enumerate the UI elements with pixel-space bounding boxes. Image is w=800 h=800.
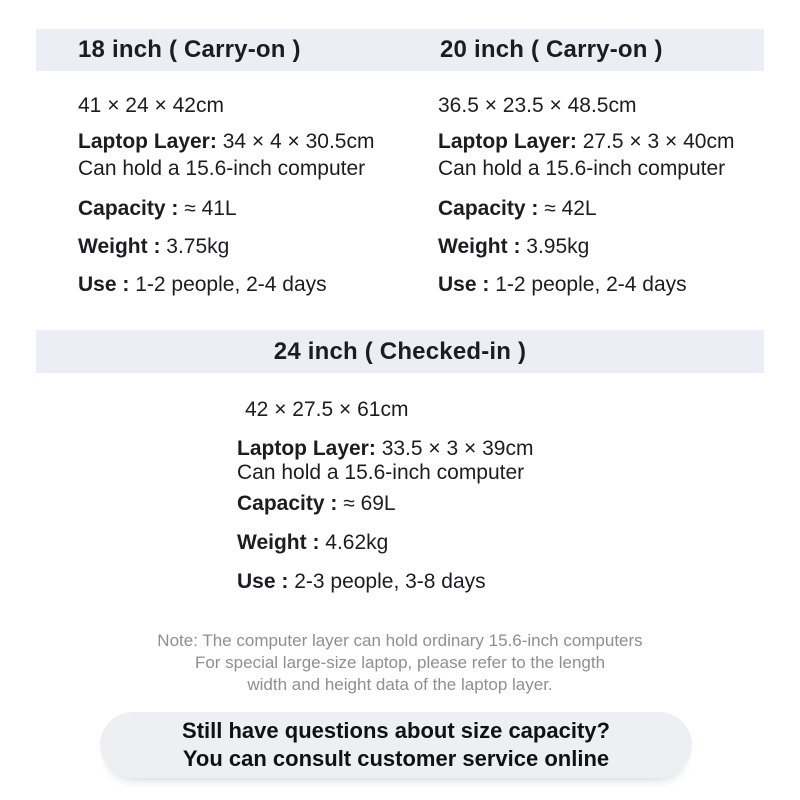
footnote-line-2: For special large-size laptop, please refer to the length <box>194 653 606 672</box>
laptop-layer-text <box>438 130 734 154</box>
dimensions-text: 36.5 × 23.5 × 48.5cm <box>438 94 637 117</box>
weight-value: 3.95kg <box>526 235 590 258</box>
weight-text <box>78 235 229 259</box>
laptop-layer-value: 27.5 × 3 × 40cm <box>582 130 735 153</box>
cta-line-1: Still have questions about size capacity? <box>182 717 610 743</box>
capacity-label: Capacity : <box>237 492 338 515</box>
weight-value: 4.62kg <box>325 531 389 554</box>
laptop-layer-text <box>78 130 374 154</box>
carry-on-header-bar <box>36 29 764 71</box>
weight-label: Weight : <box>438 235 521 258</box>
use-label: Use : <box>438 273 490 296</box>
laptop-note-text: Can hold a 15.6-inch computer <box>78 157 366 180</box>
dimensions-text: 42 × 27.5 × 61cm <box>245 398 409 421</box>
laptop-note-text: Can hold a 15.6-inch computer <box>438 157 726 180</box>
section-title-24-inch: 24 inch ( Checked-in ) <box>273 338 527 365</box>
weight-text <box>438 235 589 259</box>
laptop-layer-value: 33.5 × 3 × 39cm <box>381 437 534 460</box>
section-title-18-inch: 18 inch ( Carry-on ) <box>78 36 301 63</box>
weight-value: 3.75kg <box>166 235 230 258</box>
capacity-text <box>237 492 396 516</box>
dimensions-text: 41 × 24 × 42cm <box>78 94 224 117</box>
laptop-note-text: Can hold a 15.6-inch computer <box>237 461 525 484</box>
section-title-20-inch: 20 inch ( Carry-on ) <box>440 36 663 63</box>
footnote-line-1: Note: The computer layer can hold ordinary 15.6-inch computers <box>157 631 643 650</box>
capacity-text <box>438 197 597 221</box>
footnote-line-3: width and height data of the laptop layer. <box>247 675 553 694</box>
capacity-value: ≈ 41L <box>184 197 237 220</box>
laptop-layer-label: Laptop Layer: <box>438 130 577 153</box>
laptop-layer-label: Laptop Layer: <box>78 130 217 153</box>
use-label: Use : <box>237 570 289 593</box>
checked-in-header-bar <box>36 330 764 373</box>
consult-customer-service-button[interactable] <box>100 712 692 778</box>
capacity-label: Capacity : <box>78 197 179 220</box>
footnote <box>0 630 800 696</box>
weight-label: Weight : <box>78 235 161 258</box>
use-label: Use : <box>78 273 130 296</box>
weight-text <box>237 531 388 555</box>
use-text <box>237 570 486 594</box>
cta-line-2: You can consult customer service online <box>182 745 610 771</box>
laptop-layer-label: Laptop Layer: <box>237 437 376 460</box>
use-value: 1-2 people, 2-4 days <box>135 273 327 296</box>
use-text <box>438 273 687 297</box>
laptop-layer-value: 34 × 4 × 30.5cm <box>222 130 375 153</box>
use-value: 1-2 people, 2-4 days <box>495 273 687 296</box>
use-value: 2-3 people, 3-8 days <box>294 570 486 593</box>
capacity-label: Capacity : <box>438 197 539 220</box>
use-text <box>78 273 327 297</box>
weight-label: Weight : <box>237 531 320 554</box>
capacity-value: ≈ 69L <box>343 492 396 515</box>
capacity-text <box>78 197 237 221</box>
capacity-value: ≈ 42L <box>544 197 597 220</box>
laptop-layer-text <box>237 437 533 461</box>
